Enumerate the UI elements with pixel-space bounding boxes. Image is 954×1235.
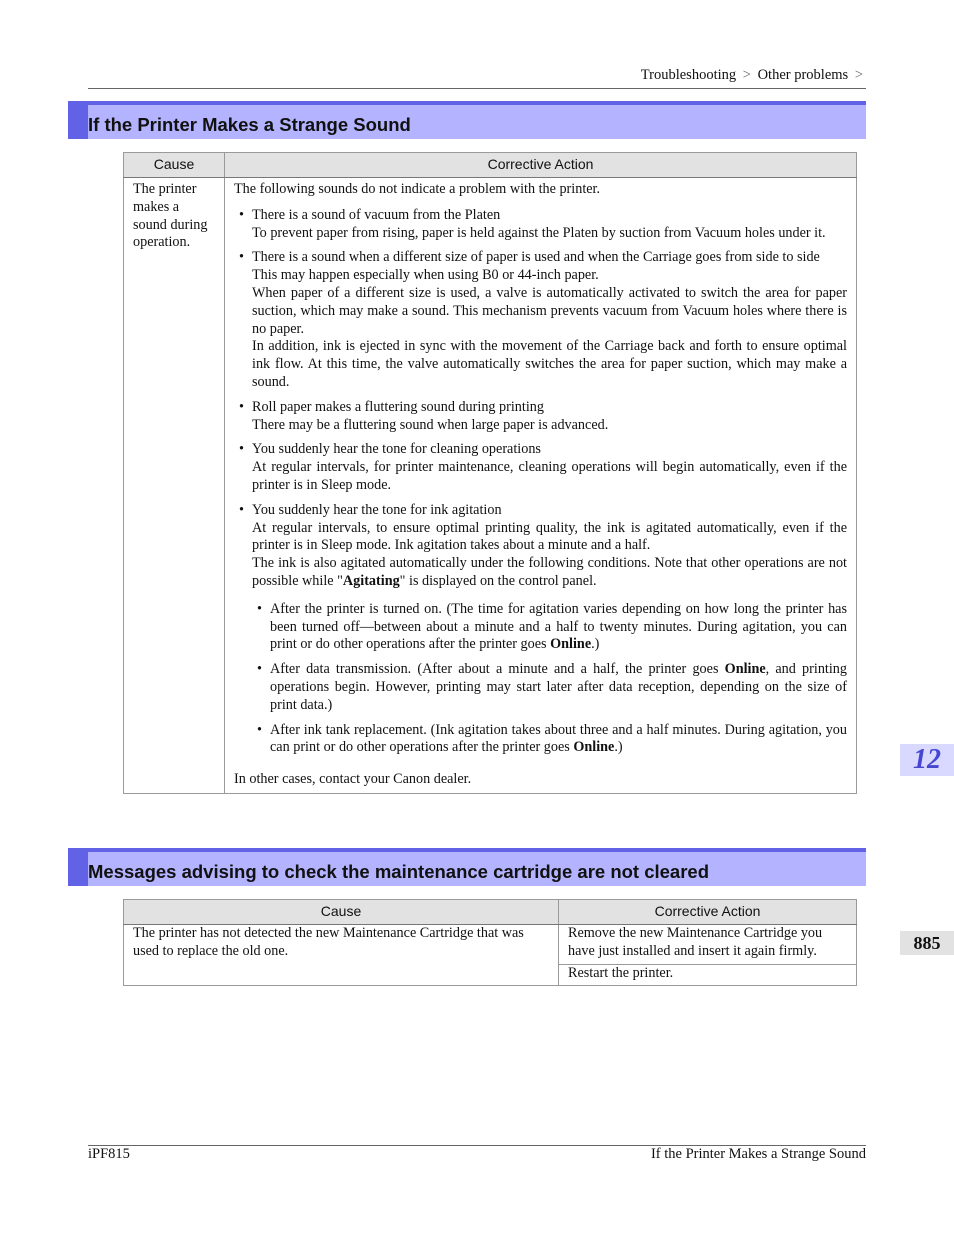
table-header-row — [124, 900, 857, 925]
item-body: At regular intervals, to ensure optimal printing quality, the ink is agitated automatically, even if the printer is in Sleep mode. Ink agitation takes about a minute and a half. — [252, 519, 847, 554]
online-term: Online — [724, 661, 766, 678]
intro-text: The following sounds do not indicate a problem with the printer. — [234, 181, 601, 197]
item-title: There is a sound when a different size of paper is used and when the Carriage goes from side to side — [252, 249, 820, 266]
online-term: Online — [573, 739, 615, 756]
breadcrumb — [641, 67, 866, 84]
action-cell: Remove the new Maintenance Cartridge you have just installed and insert it again firmly. — [559, 925, 857, 965]
list-item — [234, 249, 847, 391]
section-heading-strange-sound — [68, 101, 866, 139]
list-item — [234, 207, 847, 243]
strange-sound-table — [123, 152, 857, 794]
item-body: At regular intervals, for printer maintenance, cleaning operations will begin automatically, even if the printer is in Sleep mode. — [252, 459, 847, 493]
sub-item-text: .) — [614, 739, 623, 756]
sub-list-item — [252, 722, 847, 758]
header-rule — [88, 88, 866, 89]
sub-list-item — [252, 601, 847, 654]
list-item — [234, 441, 847, 494]
footer-section-title: If the Printer Makes a Strange Sound — [650, 1146, 866, 1162]
item-body: In addition, ink is ejected in sync with the movement of the Carriage back and forth to ensure optimal ink flow. At this time, the valve automatically switches the area for paper suction, which may make a sound. — [252, 338, 847, 390]
breadcrumb-separator: > — [854, 67, 863, 83]
breadcrumb-separator: > — [742, 67, 751, 83]
column-header-action: Corrective Action — [559, 900, 857, 925]
sub-item-text: After data transmission. (After about a minute and a half, the printer goes — [270, 661, 725, 678]
table-row — [124, 178, 857, 794]
outro-text: In other cases, contact your Canon dealer. — [234, 771, 472, 788]
item-body: The ink is also agitated automatically under the following conditions. Note that other operations are not possible while " — [252, 555, 847, 589]
section-heading-maintenance-cartridge — [68, 848, 866, 886]
item-body: " is displayed on the control panel. — [399, 572, 597, 589]
section-title: If the Printer Makes a Strange Sound — [88, 114, 411, 135]
table-row — [124, 925, 857, 965]
item-title: Roll paper makes a fluttering sound during printing — [252, 398, 544, 415]
sub-item-text: After ink tank replacement. (Ink agitation takes about three and a half minutes. During agitation, you can print or do other operations after the printer goes — [270, 721, 847, 756]
list-item — [234, 399, 847, 435]
cause-cell: The printer has not detected the new Maintenance Cartridge that was used to replace the old one. — [124, 925, 559, 986]
breadcrumb-item[interactable]: Troubleshooting — [640, 67, 737, 83]
item-body: This may happen especially when using B0 or 44-inch paper. — [252, 267, 599, 284]
item-title: You suddenly hear the tone for cleaning operations — [252, 441, 541, 458]
column-header-action: Corrective Action — [225, 153, 857, 178]
sound-list — [234, 207, 847, 757]
section-title: Messages advising to check the maintenance cartridge are not cleared — [88, 861, 710, 882]
action-cell: Restart the printer. — [559, 965, 857, 986]
item-body: When paper of a different size is used, a valve is automatically activated to switch the area for paper suction, which may make a sound. This mechanism prevents vacuum from Vacuum holes where there is no paper. — [252, 284, 847, 337]
item-body: To prevent paper from rising, paper is held against the Platen by suction from Vacuum holes under it. — [252, 224, 826, 241]
page-number: 885 — [900, 931, 954, 955]
column-header-cause: Cause — [124, 153, 225, 178]
agitating-term: Agitating — [342, 572, 400, 589]
sub-item-text: After the printer is turned on. (The time for agitation varies depending on how long the printer has been turned off—between about a minute and a half to twenty minutes. During agitation, you can print or do other operations after the printer goes — [270, 600, 847, 653]
item-body: There may be a fluttering sound when large paper is advanced. — [252, 416, 609, 433]
sub-list-item — [252, 661, 847, 714]
item-title: There is a sound of vacuum from the Platen — [252, 206, 501, 223]
online-term: Online — [550, 636, 592, 653]
agitation-conditions-list — [252, 601, 847, 757]
action-cell — [225, 178, 857, 794]
breadcrumb-item[interactable]: Other problems — [757, 67, 849, 83]
column-header-cause: Cause — [124, 900, 559, 925]
sub-item-text: , and printing operations begin. However, printing may start later after data reception, depending on the size of print data.) — [270, 661, 847, 713]
maintenance-cartridge-table — [123, 899, 857, 986]
cause-cell: The printer makes a sound during operation. — [124, 178, 225, 794]
item-title: You suddenly hear the tone for ink agitation — [252, 501, 502, 518]
table-header-row — [124, 153, 857, 178]
chapter-tab[interactable]: 12 — [900, 744, 954, 776]
list-item — [234, 502, 847, 757]
sub-item-text: .) — [591, 636, 600, 653]
footer-model: iPF815 — [88, 1146, 130, 1162]
